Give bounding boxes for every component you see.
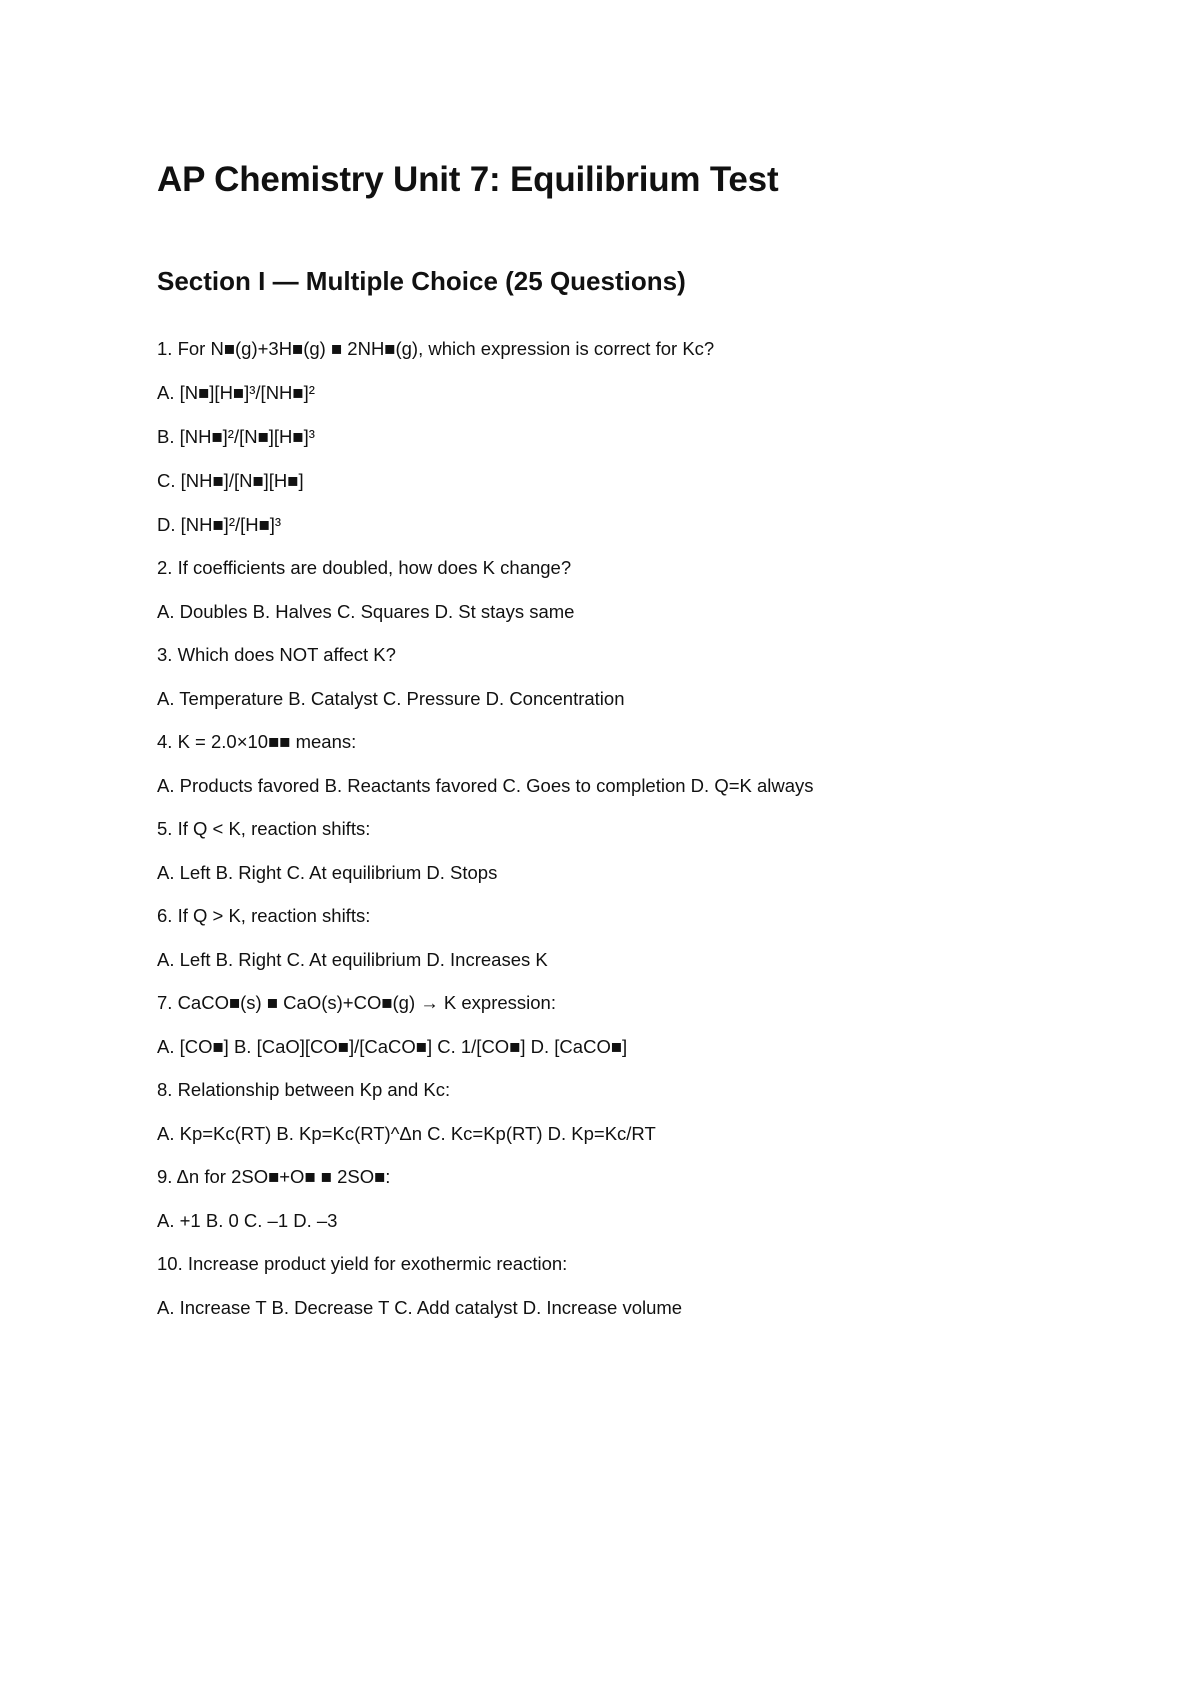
question-6 [157, 905, 1117, 971]
answer-options-line: A. Temperature B. Catalyst C. Pressure D. Concentration [157, 688, 625, 709]
answer-option: B. [NH■]²/[N■][H■]³ [157, 426, 315, 447]
answer-options-line: A. Products favored B. Reactants favored C. Goes to completion D. Q=K always [157, 775, 814, 796]
question-text: 8. Relationship between Kp and Kc: [157, 1079, 451, 1100]
question-4 [157, 731, 1117, 797]
question-text: 4. K = 2.0×10■■ means: [157, 731, 357, 752]
answer-options-line: A. +1 B. 0 C. –1 D. –3 [157, 1210, 338, 1231]
question-2 [157, 557, 1117, 623]
question-10 [157, 1253, 1117, 1319]
question-text: 9. Δn for 2SO■+O■ ■ 2SO■: [157, 1166, 391, 1187]
answer-options-line: A. [CO■] B. [CaO][CO■]/[CaCO■] C. 1/[CO■] D. [CaCO■] [157, 1036, 628, 1057]
answer-options-line: A. Doubles B. Halves C. Squares D. St stays same [157, 601, 575, 622]
answer-option: C. [NH■]/[N■][H■] [157, 470, 304, 491]
answer-option: D. [NH■]²/[H■]³ [157, 514, 282, 535]
answer-options-line: A. Left B. Right C. At equilibrium D. Increases K [157, 949, 548, 970]
question-text: 1. For N■(g)+3H■(g) ■ 2NH■(g), which expression is correct for Kc? [157, 338, 715, 359]
question-text: 7. CaCO■(s) ■ CaO(s)+CO■(g) → K expression: [157, 992, 556, 1013]
page-title: AP Chemistry Unit 7: Equilibrium Test [157, 160, 779, 199]
question-1 [157, 338, 1117, 536]
question-text: 5. If Q < K, reaction shifts: [157, 818, 371, 839]
question-9 [157, 1166, 1117, 1232]
section-heading: Section I — Multiple Choice (25 Questions) [157, 266, 686, 296]
question-8 [157, 1079, 1117, 1145]
question-3 [157, 644, 1117, 710]
answer-option: A. [N■][H■]³/[NH■]² [157, 382, 315, 403]
question-text: 2. If coefficients are doubled, how does K change? [157, 557, 572, 578]
question-7 [157, 992, 1117, 1058]
answer-options-line: A. Left B. Right C. At equilibrium D. Stops [157, 862, 498, 883]
answer-options-line: A. Kp=Kc(RT) B. Kp=Kc(RT)^Δn C. Kc=Kp(RT) D. Kp=Kc/RT [157, 1123, 656, 1144]
question-list [157, 338, 1117, 1340]
question-text: 6. If Q > K, reaction shifts: [157, 905, 371, 926]
question-text: 3. Which does NOT affect K? [157, 644, 396, 665]
answer-options-line: A. Increase T B. Decrease T C. Add catalyst D. Increase volume [157, 1297, 683, 1318]
question-5 [157, 818, 1117, 884]
question-text: 10. Increase product yield for exothermic reaction: [157, 1253, 568, 1274]
